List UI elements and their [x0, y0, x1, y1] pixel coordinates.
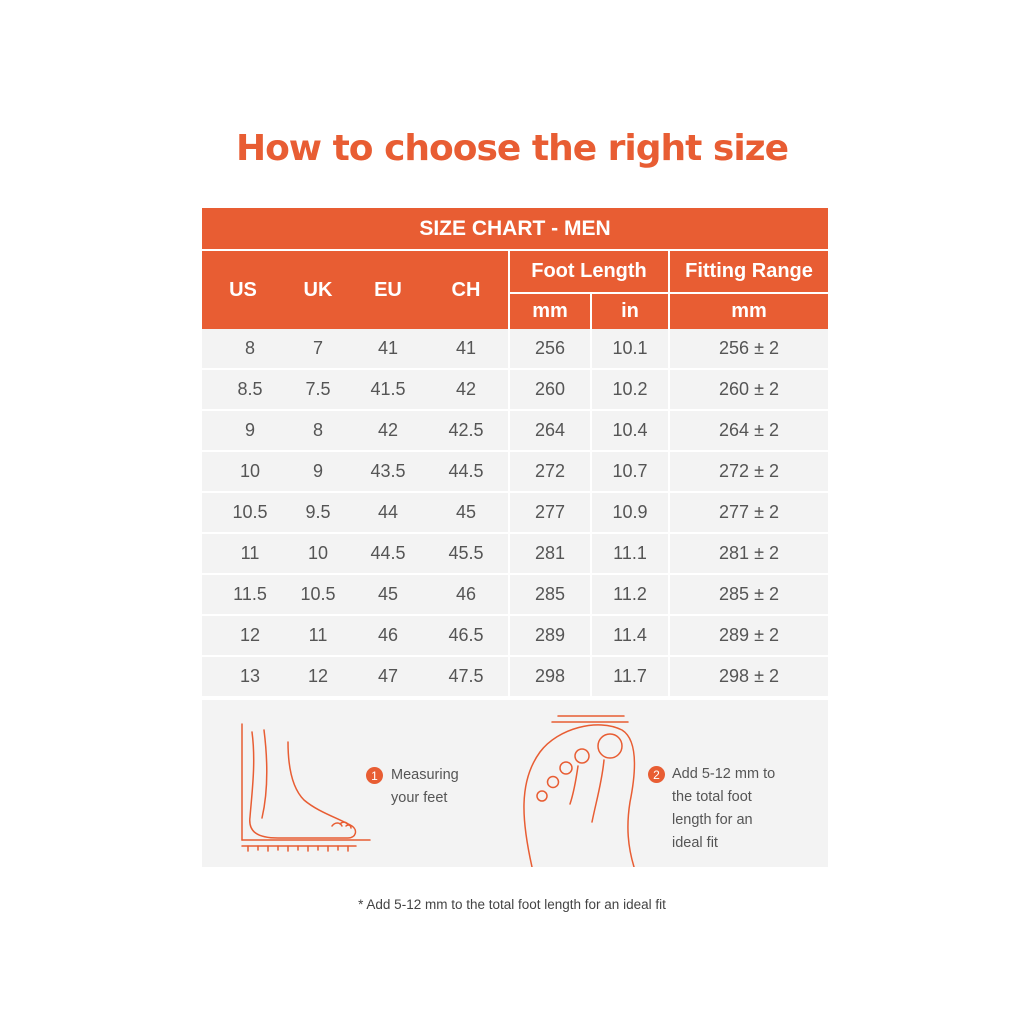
step-1-badge: 1 — [366, 767, 383, 784]
cell-us: 8 — [244, 338, 255, 358]
cell-uk: 12 — [307, 666, 329, 686]
cell-mm: 260 — [534, 379, 566, 399]
footnote: * Add 5-12 mm to the total foot length for an ideal fit — [358, 897, 666, 912]
cell-mm: 277 — [534, 502, 566, 522]
cell-eu: 47 — [377, 666, 399, 686]
col-eu-header: EU — [374, 278, 402, 301]
cell-uk: 11 — [308, 625, 328, 645]
step-2-badge: 2 — [648, 766, 665, 783]
cell-ch: 42 — [455, 379, 477, 399]
cell-ch: 47.5 — [448, 666, 484, 686]
cell-fit: 256 ± 2 — [719, 338, 779, 358]
cell-uk: 7 — [312, 338, 323, 358]
cell-in: 11.7 — [613, 666, 647, 686]
table-row — [202, 575, 828, 616]
cell-eu: 43.5 — [370, 461, 406, 481]
cell-uk: 9 — [312, 461, 323, 481]
cell-uk: 8 — [312, 420, 323, 440]
cell-us: 12 — [239, 625, 261, 645]
cell-in: 10.9 — [612, 502, 648, 522]
cell-uk: 10 — [307, 543, 329, 563]
cell-in: 10.4 — [612, 420, 648, 440]
measuring-guide-panel — [202, 700, 828, 867]
cell-eu: 46 — [377, 625, 399, 645]
cell-mm: 272 — [534, 461, 566, 481]
cell-ch: 41 — [455, 338, 477, 358]
cell-fit: 264 ± 2 — [719, 420, 779, 440]
table-row — [202, 329, 828, 370]
col-uk-header: UK — [303, 278, 333, 301]
cell-in: 11.2 — [613, 584, 647, 604]
size-chart-table — [202, 208, 828, 698]
cell-ch: 44.5 — [448, 461, 484, 481]
size-rows — [202, 329, 828, 698]
cell-fit: 277 ± 2 — [719, 502, 779, 522]
cell-uk: 10.5 — [300, 584, 336, 604]
table-row — [202, 657, 828, 698]
table-row — [202, 411, 828, 452]
cell-us: 11.5 — [233, 584, 267, 604]
col-us-header: US — [229, 278, 257, 301]
cell-fit: 285 ± 2 — [719, 584, 779, 604]
cell-mm: 264 — [534, 420, 566, 440]
cell-in: 10.7 — [612, 461, 648, 481]
cell-eu: 45 — [377, 584, 399, 604]
fitting-range-mm-header: mm — [731, 300, 767, 322]
cell-mm: 256 — [534, 338, 566, 358]
cell-us: 10 — [239, 461, 261, 481]
col-ch-header: CH — [451, 278, 481, 301]
chart-heading: SIZE CHART - MEN — [202, 208, 828, 249]
cell-eu: 41 — [377, 338, 399, 358]
cell-mm: 281 — [534, 543, 566, 563]
cell-fit: 281 ± 2 — [719, 543, 779, 563]
cell-fit: 260 ± 2 — [719, 379, 779, 399]
cell-ch: 46 — [455, 584, 477, 604]
cell-ch: 45.5 — [448, 543, 484, 563]
cell-us: 11 — [240, 543, 260, 563]
column-header-row — [202, 251, 828, 329]
cell-ch: 45 — [455, 502, 477, 522]
cell-eu: 41.5 — [370, 379, 406, 399]
table-row — [202, 616, 828, 657]
table-row — [202, 534, 828, 575]
cell-in: 10.1 — [612, 338, 648, 358]
table-row — [202, 452, 828, 493]
cell-us: 10.5 — [232, 502, 268, 522]
cell-ch: 42.5 — [448, 420, 484, 440]
cell-mm: 285 — [534, 584, 566, 604]
table-row — [202, 370, 828, 411]
step-2-text: Add 5-12 mm to the total foot length for an ideal fit — [672, 766, 776, 851]
fitting-range-header: Fitting Range — [685, 260, 813, 282]
foot-length-in-header: in — [621, 300, 639, 322]
cell-mm: 289 — [534, 625, 566, 645]
foot-side-illustration — [238, 722, 378, 872]
cell-us: 9 — [244, 420, 255, 440]
cell-fit: 289 ± 2 — [719, 625, 779, 645]
cell-eu: 44.5 — [370, 543, 406, 563]
cell-uk: 9.5 — [305, 502, 331, 522]
cell-mm: 298 — [534, 666, 566, 686]
cell-eu: 44 — [377, 502, 399, 522]
cell-fit: 298 ± 2 — [719, 666, 779, 686]
foot-top-illustration — [518, 712, 648, 867]
foot-length-header: Foot Length — [531, 260, 647, 282]
cell-in: 11.4 — [613, 625, 647, 645]
cell-in: 11.1 — [613, 543, 647, 563]
cell-us: 13 — [239, 666, 261, 686]
cell-fit: 272 ± 2 — [719, 461, 779, 481]
cell-ch: 46.5 — [448, 625, 484, 645]
foot-length-mm-header: mm — [532, 300, 568, 322]
step-1-text: Measuring your feet — [391, 767, 459, 806]
cell-in: 10.2 — [612, 379, 648, 399]
cell-uk: 7.5 — [305, 379, 331, 399]
cell-eu: 42 — [377, 420, 399, 440]
cell-us: 8.5 — [237, 379, 263, 399]
page-title: How to choose the right size — [235, 128, 789, 169]
table-row — [202, 493, 828, 534]
